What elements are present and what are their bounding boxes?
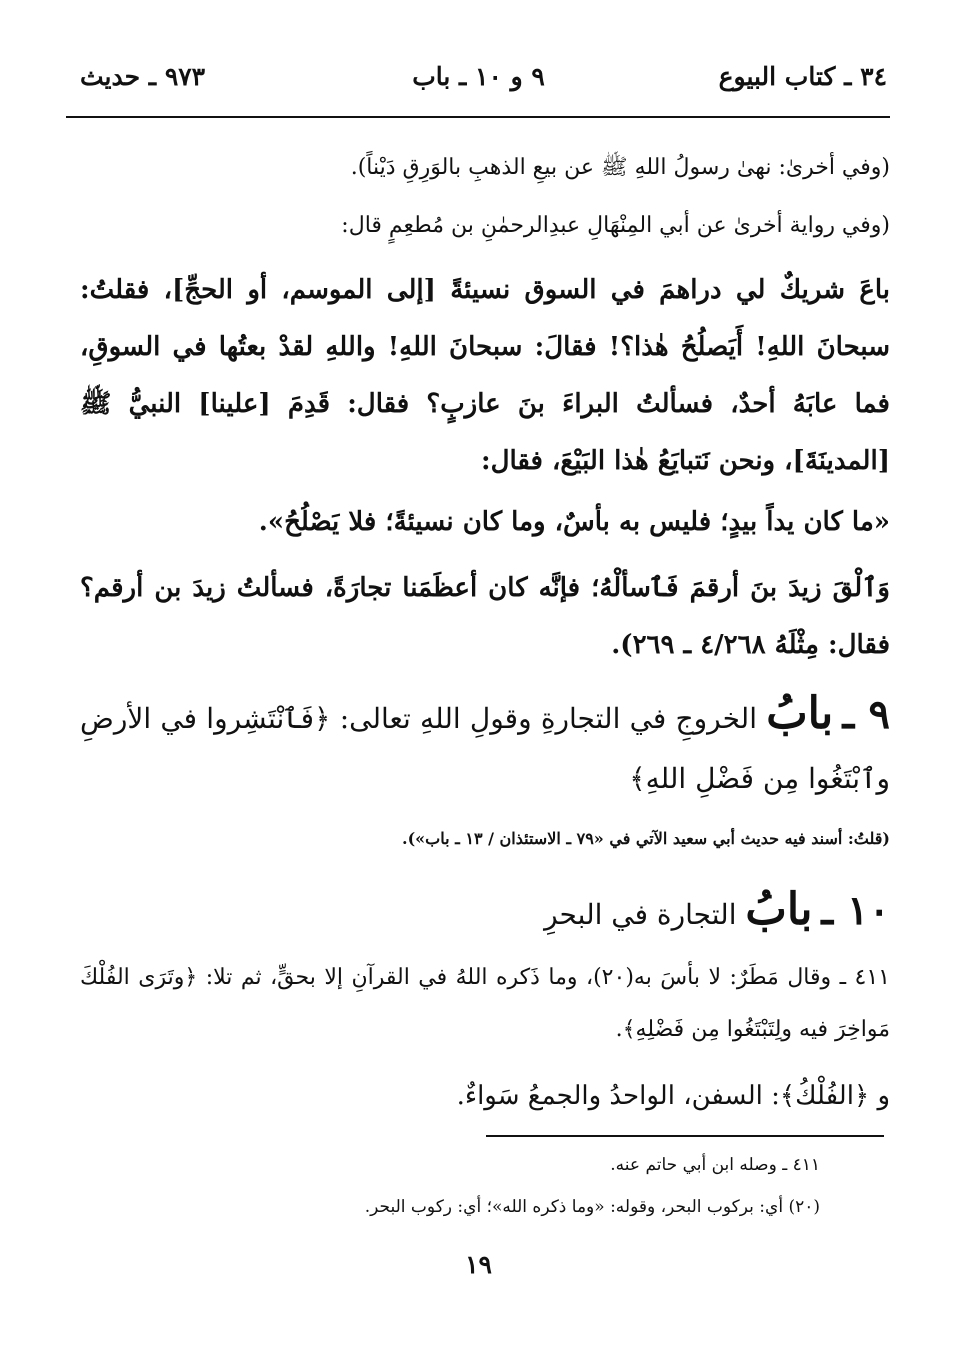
- header-chapter-range: ٩ و ١٠ ـ باب: [412, 62, 545, 91]
- chapter-10-heading: [80, 880, 890, 945]
- chapter-9-note: (قلتُ: أسند فيه حديث أبي سعيد الآتي في «٧٩ ـ الاستئذان / ١٣ ـ باب»).: [402, 829, 890, 848]
- narration-paragraph-2: وَٱلْقَ زيدَ بنَ أرقمَ فَٱسألْهُ؛ فإنَّه كان أعظَمَنا تجارَةً، فسألتُ زيدَ بن أرقم؟ فقال: مِثْلَهُ ٤/٢٦٨ ـ ٢٦٩).: [80, 573, 890, 660]
- narration-line-2: (وفي رواية أخرىٰ عن أبي المِنْهَالِ عبدِالرحمٰنِ بن مُطعِمٍ قال:: [341, 213, 890, 238]
- chapter-9-number: ٩ ـ: [842, 691, 890, 738]
- chapter-10-bab-word: بابُ: [745, 884, 813, 935]
- page-number: ١٩: [465, 1250, 492, 1279]
- chapter-9-bab-word: بابُ: [766, 688, 834, 739]
- header-book-title: ٣٤ ـ كتاب البيوع: [718, 62, 887, 91]
- header-divider: [66, 116, 890, 118]
- footnote-20: (٢٠) أي: بركوب البحر، وقوله: «وما ذكره الله»؛ أي: ركوب البحر.: [364, 1197, 820, 1217]
- hadith-411-entry: ٤١١ ـ وقال مَطَرٌ: لا بأسَ به(٢٠)، وما ذَكره اللهُ في القرآنِ إلا بحقٍّ، ثم تلا: ﴿وتَرَى الفُلْكَ مَواخِرَ فيه ولِتَبْتَغُوا مِن فَضْلِهِ﴾.: [80, 965, 890, 1042]
- chapter-10-title: التجارة في البحرِ: [544, 898, 737, 931]
- chapter-10-gloss: و ﴿الفُلْكُ﴾: السفن، الواحدُ والجمعُ سَواءٌ.: [456, 1081, 890, 1111]
- narration-paragraph-1: باعَ شريكٌ لي دراهمَ في السوق نسيئةً [إلى الموسم، أو الحجِّ]، فقلتُ: سبحانَ اللهِ! أَيَصلُحُ هٰذا؟! فقالَ: سبحانَ اللهِ! واللهِ لقدْ بعتُها في السوقِ، فما عابَهُ أحدٌ، فسألتُ البراءَ بنَ عازبٍ؟ فقال: قَدِمَ [علينا] النبيُّ ﷺ [المدينَةَ]، ونحن نَتبايَعُ هٰذا البَيْعَ، فقال:: [80, 275, 890, 476]
- chapter-9-heading: [80, 684, 890, 809]
- chapter-9-title: الخروجِ في التجارةِ وقولِ اللهِ تعالى: ﴿فَٱنْتَشِروا في الأرضِ وٱبْتَغُوا مِن فَضْلِ اللهِ﴾: [80, 702, 890, 795]
- narration-line-1: (وفي أخرىٰ: نهىٰ رسولُ اللهِ ﷺ عن بيعِ الذهبِ بالوَرِقِ دَيْناً).: [350, 155, 890, 180]
- prophetic-quote: «ما كان يداً بيدٍ؛ فليس به بأسٌ، وما كان نسيئةً؛ فلا يَصْلُحُ».: [258, 507, 890, 537]
- footnote-divider: [486, 1135, 884, 1137]
- footnote-411: ٤١١ ـ وصله ابن أبي حاتم عنه.: [610, 1155, 820, 1175]
- chapter-10-number: ١٠ ـ: [821, 887, 890, 934]
- header-hadith-count: ٩٧٣ ـ حديث: [80, 62, 206, 91]
